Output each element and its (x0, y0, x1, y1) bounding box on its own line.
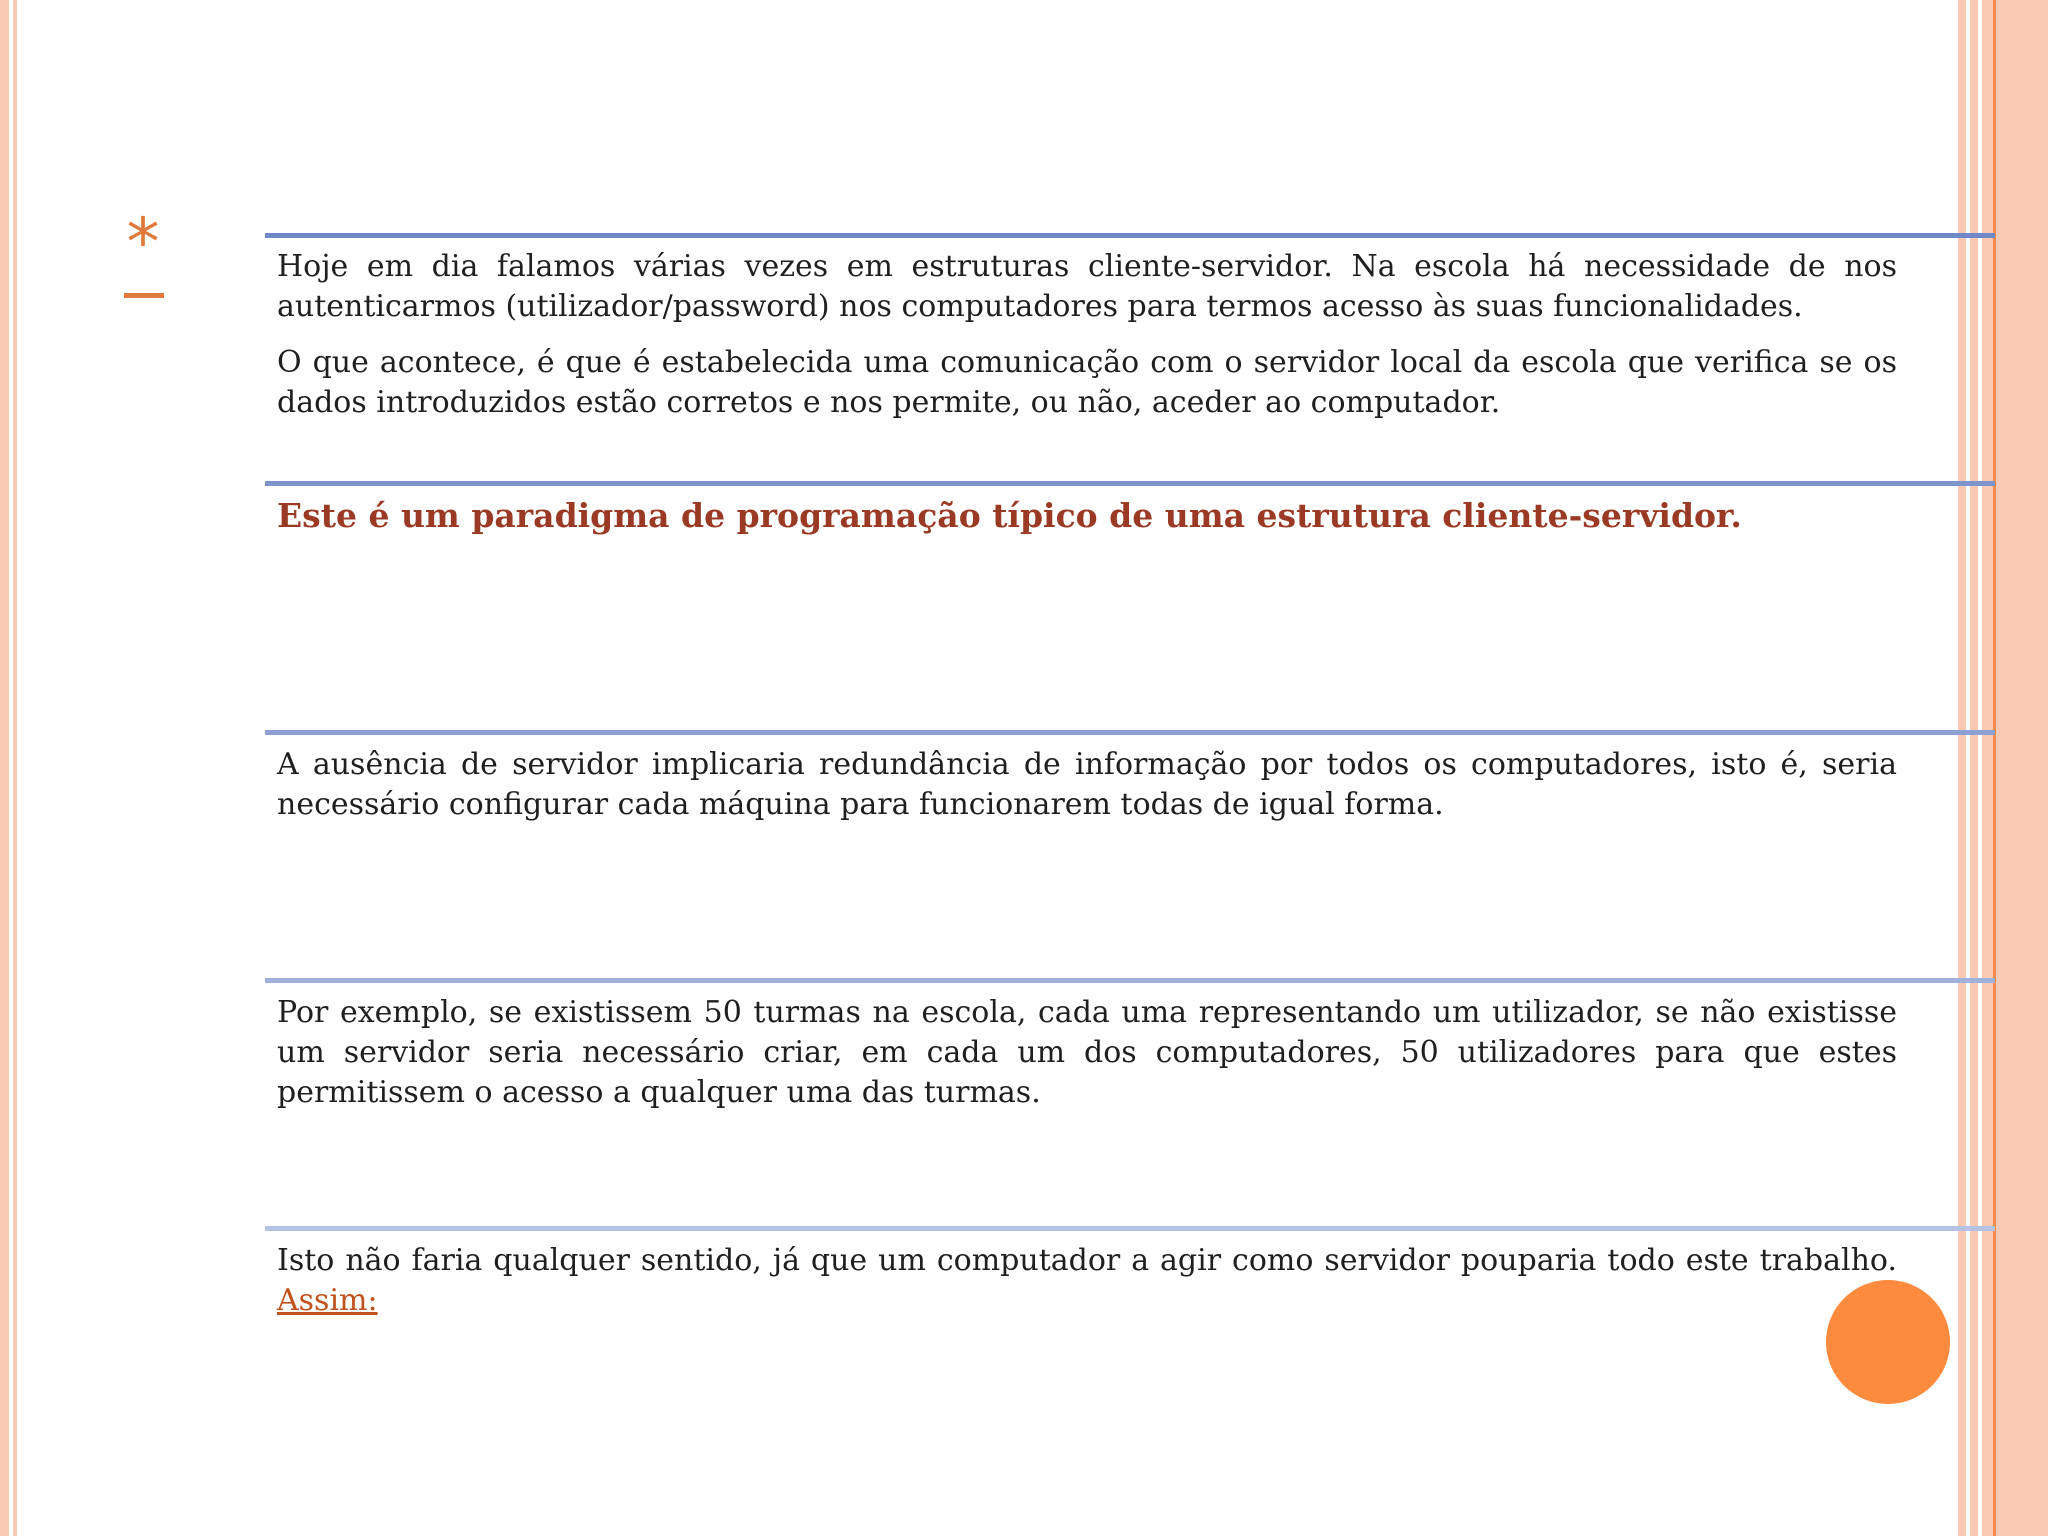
paragraph-server-communication: O que acontece, é que é estabelecida uma comunicação com o servidor local da escola que verifica se os dados introduzidos estão corretos e nos permite, ou não, aceder ao computador. (277, 345, 1897, 420)
right-border-band (1998, 0, 2048, 1536)
right-border-accent-line (1993, 0, 1996, 1536)
orange-circle-decoration (1826, 1280, 1950, 1404)
highlight-heading: Este é um paradigma de programação típico de uma estrutura cliente-servidor. (277, 496, 1742, 535)
asterisk-marker-icon: * (126, 204, 160, 281)
divider-rule (265, 233, 1995, 238)
paragraph-example-50-classes: Por exemplo, se existissem 50 turmas na escola, cada uma representando um utilizador, se não existisse um servidor seria necessário criar, em cada um dos computadores, 50 utilizadores para que estes permitissem o acesso a qualquer uma das turmas. (277, 995, 1897, 1110)
divider-rule (265, 978, 1995, 983)
paragraph-conclusion-text: Isto não faria qualquer sentido, já que um computador a agir como servidor pouparia todo este trabalho. (277, 1243, 1897, 1278)
divider-rule (265, 1226, 1995, 1231)
right-border-stripe (1970, 0, 1978, 1536)
marker-underline (124, 293, 164, 298)
paragraph-conclusion (277, 1241, 1897, 1321)
paragraph-no-server-redundancy: A ausência de servidor implicaria redundância de informação por todos os computadores, isto é, seria necessário configurar cada máquina para funcionarem todas de igual forma. (277, 747, 1897, 822)
left-border-stripe (0, 0, 9, 1536)
assim-link[interactable]: Assim: (277, 1283, 378, 1318)
right-border-stripe (1958, 0, 1966, 1536)
divider-rule (265, 481, 1995, 486)
paragraph-client-server-intro: Hoje em dia falamos várias vezes em estruturas cliente-servidor. Na escola há necessidade de nos autenticarmos (utilizador/password) nos computadores para termos acesso às suas funcionalidades. (277, 249, 1897, 324)
left-border-stripe-thin (13, 0, 17, 1536)
divider-rule (265, 730, 1995, 735)
